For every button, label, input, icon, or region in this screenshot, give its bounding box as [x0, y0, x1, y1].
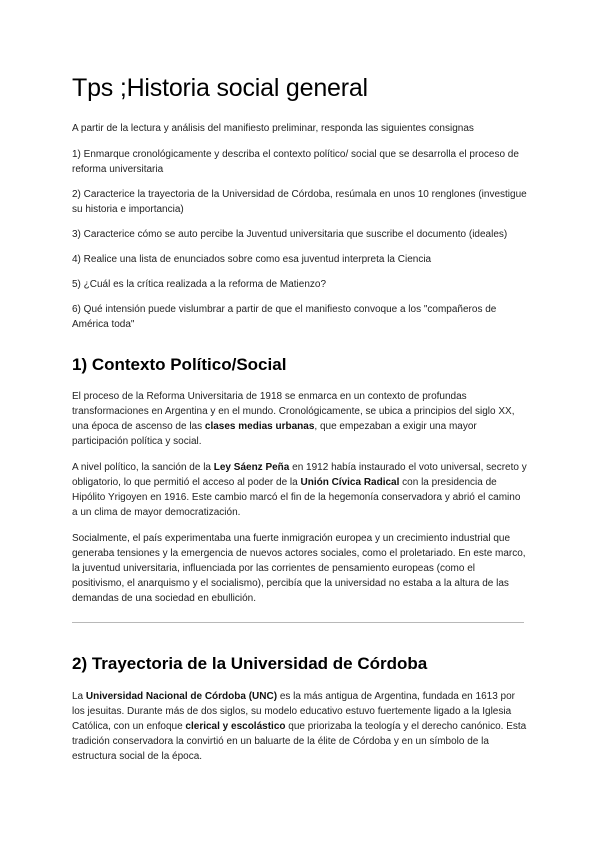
bold-text-run: Universidad Nacional de Córdoba (UNC): [85, 691, 278, 702]
document-title: Tps ;Historia social general: [72, 74, 368, 102]
consigna-1: 1) Enmarque cronológicamente y describa el contexto político/ social que se desarrolla el proceso de reforma universitaria: [72, 149, 519, 175]
bold-text-run: clerical y escolástico: [185, 721, 286, 732]
text-run: en 1912 había instaurado el voto universal, secreto y obligatorio, lo que permitió el acceso al poder de la: [72, 462, 527, 488]
text-run: , que empezaban a exigir una mayor participación política y social.: [72, 421, 477, 447]
section-1-paragraph-3: Socialmente, el país experimentaba una fuerte inmigración europea y un crecimiento industrial que generaba tensiones y la emergencia de nuevos actores sociales, como el proletariado. En este marco, la juventud universitaria, influenciada por las corrientes de pensamiento europeas (como el positivismo, el anarquismo y el socialismo), percibía que la universidad no estaba a la altura de las demandas de una sociedad en ebullición.: [72, 533, 526, 604]
text-run: La: [72, 691, 86, 702]
consigna-4: 4) Realice una lista de enunciados sobre como esa juventud interpreta la Ciencia: [72, 254, 432, 265]
bold-text-run: Unión Cívica Radical: [300, 477, 400, 488]
consigna-6: 6) Qué intensión puede vislumbrar a partir de que el manifiesto convoque a los "compañeros de América toda": [72, 304, 497, 330]
consigna-2: 2) Caracterice la trayectoria de la Universidad de Córdoba, resúmala en unos 10 renglones (investigue su historia e importancia): [72, 189, 527, 215]
text-run: con la presidencia de Hipólito Yrigoyen en 1916. Este cambio marcó el fin de la hegemonía conservadora y abrió el camino a un clima de mayor democratización.: [72, 477, 521, 518]
section-divider: [72, 622, 524, 623]
section-1-paragraph-1: [72, 389, 528, 449]
consigna-5: 5) ¿Cuál es la crítica realizada a la reforma de Matienzo?: [72, 279, 327, 290]
section-2-heading: 2) Trayectoria de la Universidad de Córdoba: [72, 654, 428, 673]
text-run: El proceso de la Reforma Universitaria de 1918 se enmarca en un contexto de profundas transformaciones en Argentina y en el mundo. Cronológicamente, se ubica a principios del siglo XX, una época de ascenso de las: [72, 391, 515, 432]
section-1-paragraph-2: [72, 460, 528, 520]
section-2-paragraph-1: [72, 689, 528, 764]
text-run: que priorizaba la teología y el derecho canónico. Esta tradición conservadora la convirtió en un baluarte de la élite de Córdoba y en un símbolo de la estructura social de la época.: [72, 721, 527, 762]
section-1-heading: 1) Contexto Político/Social: [72, 355, 287, 374]
consigna-3: 3) Caracterice cómo se auto percibe la Juventud universitaria que suscribe el documento (ideales): [72, 229, 508, 240]
bold-text-run: clases medias urbanas: [204, 421, 315, 432]
text-run: es la más antigua de Argentina, fundada en 1613 por los jesuitas. Durante más de dos siglos, su modelo educativo estuvo fuertemente ligado a la Iglesia Católica, con un enfoque: [72, 691, 516, 732]
document-content: [72, 72, 528, 775]
text-run: A nivel político, la sanción de la: [72, 462, 214, 473]
bold-text-run: Ley Sáenz Peña: [213, 462, 290, 473]
intro-paragraph: A partir de la lectura y análisis del manifiesto preliminar, responda las siguientes consignas: [72, 123, 474, 134]
